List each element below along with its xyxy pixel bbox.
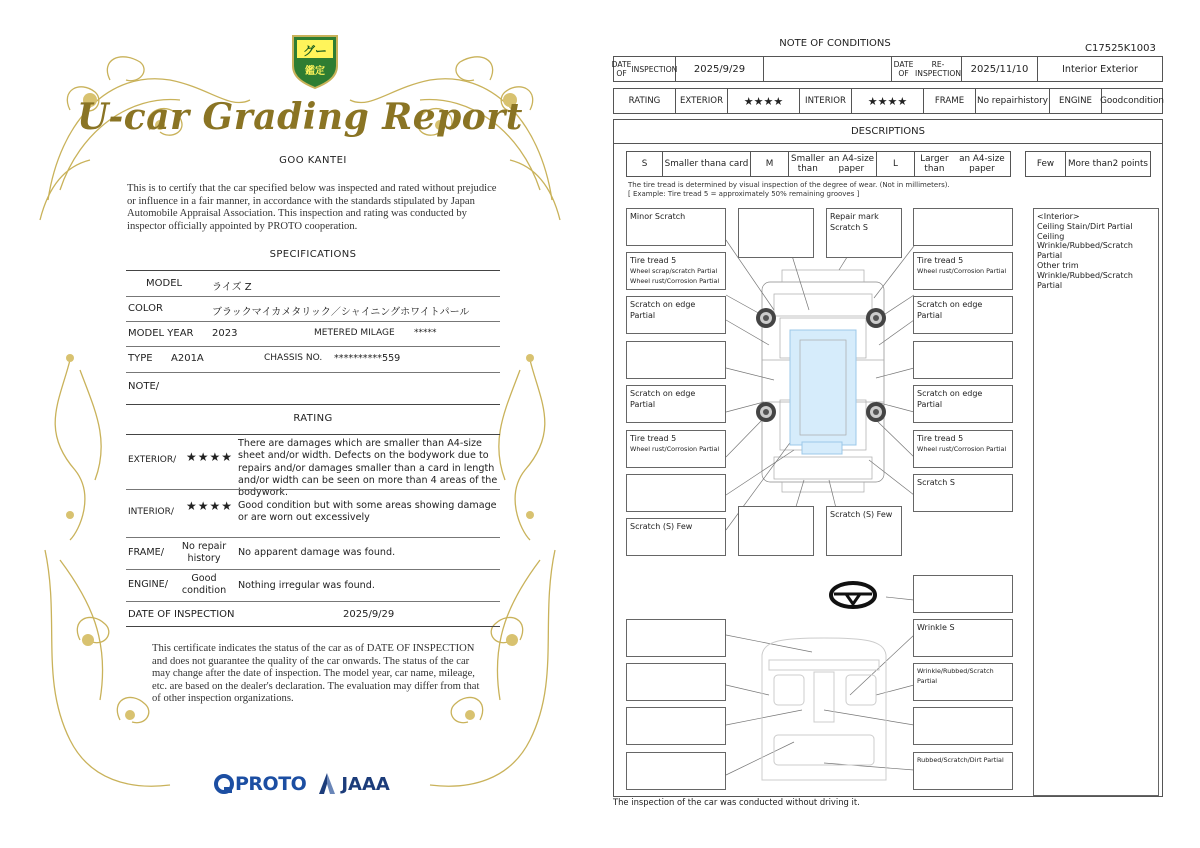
frame-label: FRAME [924,89,976,113]
divider [126,626,500,627]
svg-text:鑑定: 鑑定 [305,66,325,77]
box-text: Wheel rust/Corrosion Partial [630,445,720,453]
proto-mark-icon [213,773,235,795]
exterior-label: EXTERIOR [676,89,728,113]
box-text: Tire tread 5 [917,434,964,443]
box-text: Scratch on edge Partial [630,389,696,409]
specifications-heading: SPECIFICATIONS [269,249,357,260]
divider [126,321,500,322]
reinspection-label-line1: DATE OF [893,60,914,78]
legend-few: Few [1026,152,1066,176]
frame-value-line1: No repair [181,541,227,552]
model-year-value: 2023 [212,328,238,339]
type-label: TYPE [128,353,153,364]
rating-label: RATING [614,89,676,113]
divider [126,569,500,570]
date-value: 2025/9/29 [343,609,395,620]
date-inspection-label-line1: DATE OF [611,60,632,78]
date-label: DATE OF INSPECTION [128,609,235,620]
divider [126,537,500,538]
note-box-right-5 [913,385,1013,423]
legend-l: L [877,152,915,176]
certificate-subtitle: GOO KANTEI [279,155,347,166]
exterior-label: EXTERIOR/ [128,455,177,465]
frame-label: FRAME/ [128,547,164,558]
engine-value-line2: condition [1123,95,1164,106]
logos [213,768,390,800]
box-text: Scratch (S) Few [830,510,893,519]
box-text: Minor Scratch [630,212,686,221]
interior-label: INTERIOR/ [128,507,174,517]
reinspection-value: 2025/11/10 [962,57,1038,81]
note-box-left-5 [626,385,726,423]
divider [126,296,500,297]
certificate-intro: This is to certify that the car specified below was inspected and rated without prejudice or influence in a fair manner, in accordance with the standards stipulated by Japan Automobile Appraisal Association. This inspection and rating was conducted by inspector officially appointed by PROTO cooperation. [127,183,497,233]
divider [126,601,500,602]
note-box-front-left [626,208,726,246]
legend-few-desc-line1: More than [1067,159,1113,169]
legend-l-desc-line2: an A4-size paper [959,154,1005,174]
exterior-description: There are damages which are smaller than A4-size sheet and/or width. Defects on the bodywork due to repairs and/or damages smaller than a card in length and/or width can be seen on more than 4 areas of the bodywork. [238,438,498,499]
steering-wheel-icon [831,583,875,607]
exterior-rating-row [126,437,500,499]
jaaa-logo-text: JAAA [341,773,390,795]
box-text: Wheel rust/Corrosion Partial [630,277,720,285]
interior-note-line: Partial [1037,251,1063,261]
box-text: Repair mark [830,212,879,221]
goo-kantei-badge [289,32,341,90]
interior-note-line: Other trim [1037,260,1079,270]
box-text: Scratch S [830,223,868,232]
note-box-rear-left [626,518,726,556]
reinspection-label-line2: RE-INSPECTION [915,60,962,78]
divider [126,346,500,347]
divider [126,489,500,490]
interior-description: Good condition but with some areas showing damage or are worn out excessively [238,500,497,524]
model-year-label: MODEL YEAR [128,328,194,339]
frame-value [976,89,1050,113]
model-value: ライズ Z [212,282,252,293]
engine-value-line1: Good [191,573,217,584]
divider [126,404,500,405]
divider [126,270,500,271]
legend-s-desc-line2: a card [720,159,749,169]
note-box-tire-front-left [626,252,726,290]
note-box-left-3 [626,296,726,334]
note-box-center-top [826,208,902,258]
tire-note-line2: [ Example: Tire tread 5 = approximately 50% remaining grooves ] [628,190,860,198]
chassis-label: CHASSIS NO. [264,353,323,363]
bottom-note: The inspection of the car was conducted without driving it. [613,797,860,807]
note-code: C17525K1003 [1085,43,1156,54]
certificate-title: U-car Grading Report [77,96,523,138]
frame-rating-row [126,541,500,569]
note-box-right-4 [913,341,1013,379]
jaaa-mark-icon [316,772,338,796]
box-text: Tire tread 5 [917,256,964,265]
color-label: COLOR [128,303,163,314]
frame-value-line2: history [1017,95,1048,106]
box-text: Rubbed/Scratch/Dirt Partial [917,756,1004,764]
note-box-right-3 [913,296,1013,334]
engine-value-line2: condition [181,585,227,596]
box-text: Scratch on edge Partial [917,389,983,409]
date-inspection-label [611,57,678,81]
engine-label: ENGINE [1050,89,1102,113]
interior-note-line: <Interior> [1037,212,1080,221]
note-box-steering [913,575,1013,613]
legend-m-desc-line1: Smaller than [791,154,825,174]
box-text: Wrinkle S [917,623,955,632]
note-box-right-1 [913,208,1013,246]
legend-s-desc-line1: Smaller than [664,159,721,169]
descriptions-heading: DESCRIPTIONS [614,120,1162,144]
box-text: Scratch (S) Few [630,522,693,531]
note-box-center-bottom [826,506,902,556]
note-box-interior-right-1 [913,619,1013,657]
note-box-center-bottom-left [738,506,814,556]
interior-note-line: Partial [1037,280,1063,290]
note-box-right-7 [913,474,1013,512]
interior-stars: ★★★★ [186,499,234,513]
frame-value-line2: history [187,553,221,564]
interior-note-line: Wrinkle/Rubbed/Scratch [1037,241,1133,251]
box-text: Wrinkle/Rubbed/Scratch Partial [917,667,994,685]
rating-grid [613,88,1163,114]
blank-cell [764,57,892,81]
exterior-stars: ★★★★ [186,450,234,464]
note-box-tire-rear-right [913,430,1013,468]
note-box-interior-left-4 [626,752,726,790]
color-value: ブラックマイカメタリック／シャイニングホワイトパール [212,307,470,318]
jaaa-logo [316,772,390,796]
box-text: Scratch S [917,478,955,487]
box-text: Scratch on edge Partial [917,300,983,320]
chassis-value: **********559 [334,353,401,364]
box-text: Tire tread 5 [630,434,677,443]
legend-m-desc-line2: an A4-size paper [828,154,875,174]
reinspection-label [892,57,962,81]
box-text: Wheel scrap/scratch Partial [630,267,718,275]
note-box-interior-left-2 [626,663,726,701]
note-box-center-top-left [738,208,814,258]
note-box-tire-rear-left [626,430,726,468]
note-box-interior-right-2 [913,663,1013,701]
note-box-tire-front-right [913,252,1013,290]
metered-value: ***** [414,328,437,338]
note-box-interior-right-3 [913,707,1013,745]
proto-logo [213,773,306,795]
note-box-interior-left-3 [626,707,726,745]
date-inspection-value: 2025/9/29 [676,57,764,81]
note-box-interior-left-1 [626,619,726,657]
svg-text:グー: グー [302,44,328,58]
note-title: NOTE OF CONDITIONS [779,38,891,49]
legend-few-desc-line2: 2 points [1112,159,1149,169]
reinspection-scope: Interior Exterior [1062,63,1138,75]
legend-s: S [627,152,663,176]
engine-label: ENGINE/ [128,579,168,590]
interior-rating-row [126,498,500,528]
box-text: Tire tread 5 [630,256,677,265]
certificate-footer: This certificate indicates the status of the car as of DATE OF INSPECTION and does not guarantee the quality of the car onwards. The status of the car may change after the date of inspection. The model year, car name, mileage, etc. are based on the dealer's declaration. The evaluation may differ from that of other inspection organizations. [152,643,480,705]
note-box-left-7 [626,474,726,512]
note-box-left-4 [626,341,726,379]
descriptions-panel [613,119,1163,797]
divider [126,434,500,435]
frame-value-line1: No repair [977,95,1018,106]
interior-notes [1033,208,1159,796]
interior-note-line: Ceiling [1037,231,1065,241]
engine-description: Nothing irregular was found. [238,580,375,591]
engine-value [174,573,234,597]
interior-stars: ★★★★ [852,89,924,113]
rating-heading: RATING [293,413,333,424]
note-label: NOTE/ [128,381,160,392]
date-inspection-label-line2: INSPECTION [631,64,678,74]
legend-l-desc-line1: Larger than [920,154,949,174]
divider [126,372,500,373]
legend-m: M [751,152,789,176]
tire-note-line1: The tire tread is determined by visual inspection of the degree of wear. (Not in millimeters). [628,181,950,189]
inspection-date-grid [613,56,1163,82]
interior-note-line: Ceiling Stain/Dirt Partial [1037,221,1133,231]
type-value: A201A [171,353,204,364]
exterior-stars: ★★★★ [728,89,800,113]
interior-note-line: Wrinkle/Rubbed/Scratch [1037,270,1133,280]
interior-label: INTERIOR [800,89,852,113]
note-box-interior-right-4 [913,752,1013,790]
engine-value-line1: Good [1100,95,1124,106]
box-text: Wheel rust/Corrosion Partial [917,267,1007,275]
engine-rating-row [126,573,500,601]
frame-description: No apparent damage was found. [238,547,396,558]
frame-value [174,541,234,565]
proto-logo-text: PROTO [235,773,307,795]
box-text: Wheel rust/Corrosion Partial [917,445,1007,453]
engine-value [1102,89,1162,113]
box-text: Scratch on edge Partial [630,300,696,320]
note-of-conditions [605,0,1200,848]
model-label: MODEL [146,278,183,289]
metered-label: METERED MILAGE [314,328,395,338]
